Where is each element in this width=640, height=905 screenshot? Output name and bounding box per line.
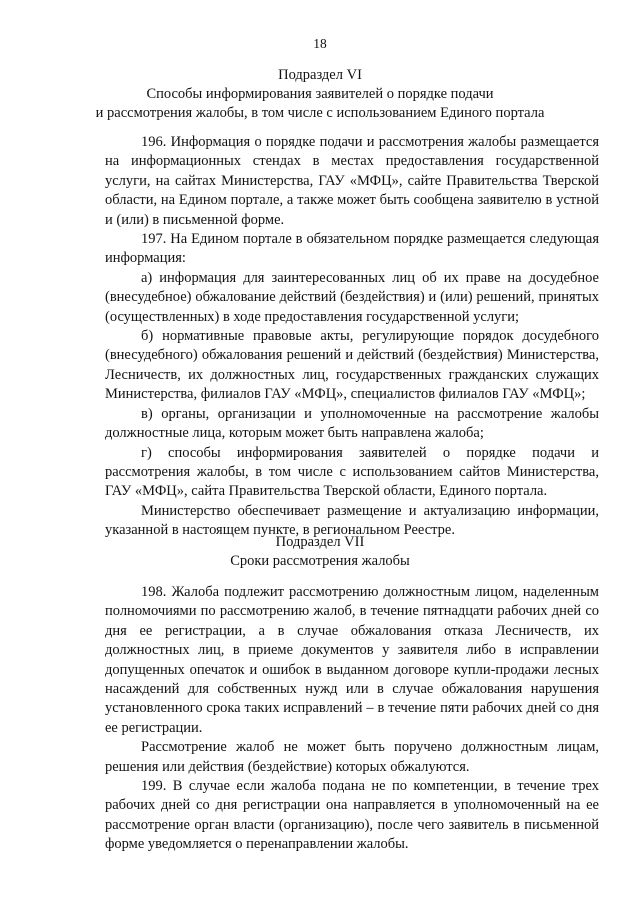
paragraph-197-v: в) органы, организации и уполномоченные на рассмотрение жалобы должностные лица, которым может быть направлена жалоба; — [105, 405, 599, 442]
section-7-title: Подраздел VII — [275, 534, 365, 550]
section-6-subtitle-line-2: и рассмотрения жалобы, в том числе с использованием Единого портала — [95, 105, 545, 121]
paragraph-196: 196. Информация о порядке подачи и рассмотрения жалобы размещается на информационных стендах в местах предоставления государственной услуги, на сайтах Министерства, ГАУ «МФЦ», сайте Правительства Тверской области, на Едином портале, а также может быть сообщена заявителю в устной и (или) в письменной форме. — [105, 134, 599, 228]
paragraph-197-a: а) информация для заинтересованных лиц об их праве на досудебное (внесудебное) обжалование действий (бездействия) и (или) решений, принятых (осуществленных) в ходе предоставления государственной услуги; — [105, 269, 599, 325]
paragraph-199: 199. В случае если жалоба подана не по компетенции, в течение трех рабочих дней со дня регистрации она направляется в уполномоченный на ее рассмотрение орган власти (организацию), после чего заявитель в письменной форме уведомляется о перенаправлении жалобы. — [105, 778, 599, 853]
section-7-subtitle: Сроки рассмотрения жалобы — [230, 553, 410, 569]
page-number: 18 — [313, 36, 327, 51]
paragraph-198-note: Рассмотрение жалоб не может быть поручено должностным лицам, решения или действия (бездействие) которых обжалуются. — [105, 739, 599, 775]
paragraph-198: 198. Жалоба подлежит рассмотрению должностным лицом, наделенным полномочиями по рассмотрению жалоб, в течение пятнадцати рабочих дней со дня ее регистрации, а в случае обжалования отказа Лесничеств, их должностных лиц, в приеме документов у заявителя либо в исправлении допущенных опечаток и ошибок в выданном договоре купли-продажи лесных насаждений для собственных нужд или в случае обжалования нарушения установленного срока таких исправлений – в течение пяти рабочих дней со дня ее регистрации. — [105, 584, 599, 736]
section-6-body — [105, 133, 599, 541]
paragraph-ministry-note: Министерство обеспечивает размещение и актуализацию информации, указанной в настоящем пункте, в региональном Реестре. — [105, 502, 599, 539]
paragraph-197-b: б) нормативные правовые акты, регулирующие порядок досудебного (внесудебного) обжалования решений и действий (бездействия) Министерства, Лесничеств, их должностных лиц, государственных гражданских служащих Министерства, филиалов ГАУ «МФЦ», специалистов филиалов ГАУ «МФЦ»; — [105, 328, 599, 403]
paragraph-197-g: г) способы информирования заявителей о порядке подачи и рассмотрения жалобы, в том числе с использованием сайтов Министерства, ГАУ «МФЦ», сайта Правительства Тверской области, Единого портала. — [105, 444, 599, 500]
section-7-heading — [0, 533, 640, 571]
section-6-title: Подраздел VI — [278, 67, 362, 83]
paragraph-197: 197. На Едином портале в обязательном порядке размещается следующая информация: — [105, 231, 599, 267]
section-6-heading — [0, 66, 640, 123]
section-7-body — [105, 583, 599, 855]
section-6-subtitle-line-1: Способы информирования заявителей о порядке подачи — [146, 86, 494, 102]
